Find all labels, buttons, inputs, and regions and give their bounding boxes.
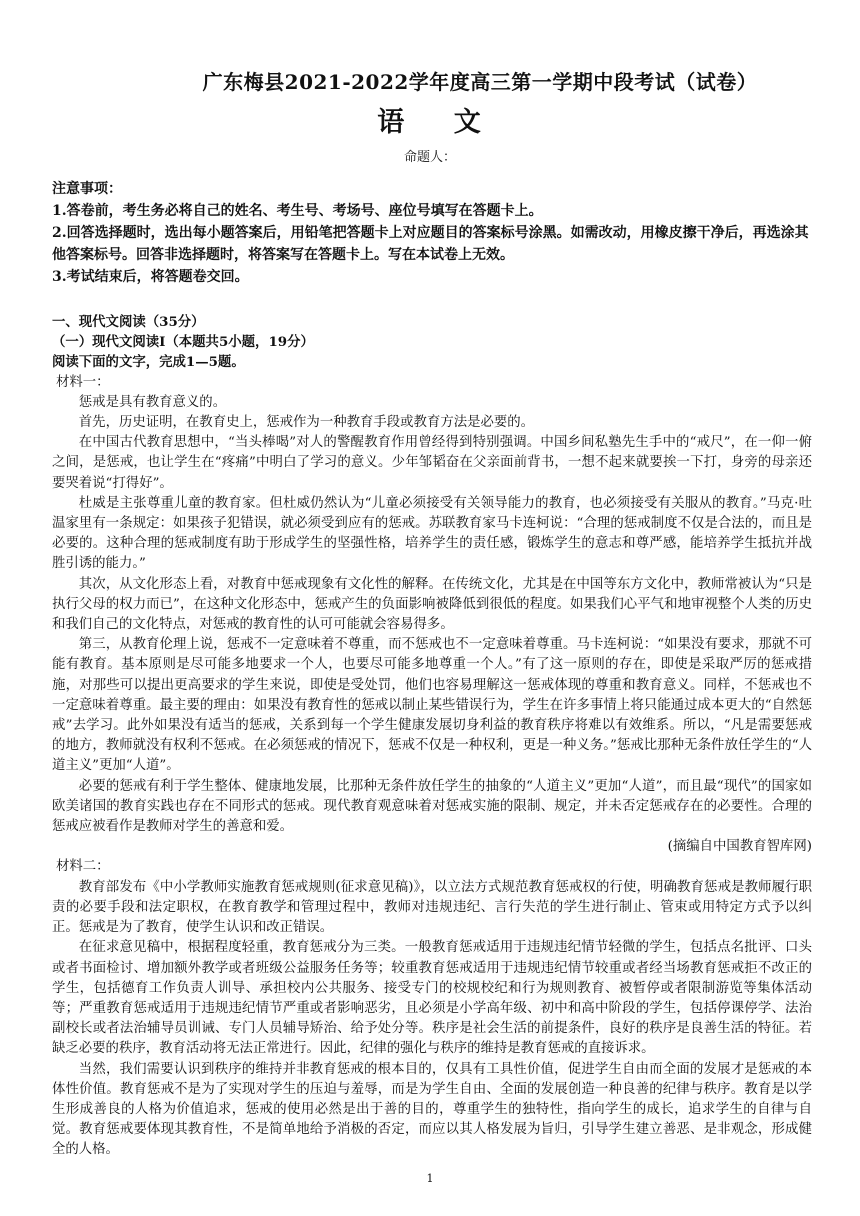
exam-title: 广东梅县2021-2022学年度高三第一学期中段考试（试卷） <box>202 70 758 94</box>
material1-paragraph: 在中国古代教育思想中，“当头棒喝”对人的警醒教育作用曾经得到特别强调。中国乡间私塾先生手中的“戒尺”，在一仰一俯之间，是惩戒，也让学生在“疼痛”中明白了学习的意义。少年邹韬奋在父亲面前背书，一想不起来就要挨一下打，身旁的母亲还要哭着说“打得好”。 <box>52 435 812 491</box>
material2-paragraph: 教育部发布《中小学教师实施教育惩戒规则(征求意见稿)》，以立法方式规范教育惩戒权的行使，明确教育惩戒是教师履行职责的必要手段和法定职权，在教育教学和管理过程中，教师对违规违纪、言行失范的学生进行制止、管束或用特定方式予以纠正。惩戒是为了教育，使学生认识和改正错误。 <box>52 879 812 936</box>
material1-label: 材料一： <box>56 374 110 390</box>
material1-paragraph: 首先，历史证明，在教育史上，惩戒作为一种教育手段或教育方法是必要的。 <box>78 415 535 431</box>
material1-paragraph: 第三，从教育伦理上说，惩戒不一定意味着不尊重，而不惩戒也不一定意味着尊重。马卡连柯说：“如果没有要求，那就不可能有教育。基本原则是尽可能多地要求一个人，也要尽可能多地尊重一个人。”有了这一原则的存在，即使是采取严厉的惩戒措施，对那些可以提出更高要求的学生来说，即使是受处罚，他们也容易理解这一惩戒体现的尊重和教育意义。同样，不惩戒也不一定意味着尊重。最主要的理由：如果没有教育性的惩戒以制止某些错误行为，学生在许多事情上将只能通过成本更大的“自然惩戒”去学习。此外如果没有适当的惩戒，关系到每一个学生健康发展切身利益的教育秩序将难以有效维系。所以，“凡是需要惩戒的地方，教师就没有权利不惩戒。在必须惩戒的情况下，惩戒不仅是一种权利，更是一种义务。”惩戒比那种无条件放任学生的“人道主义”更加“人道”。 <box>52 637 812 774</box>
section-subtitle: （一）现代文阅读Ⅰ（本题共5小题，19分） <box>52 334 314 351</box>
material2-paragraph: 当然，我们需要认识到秩序的维持并非教育惩戒的根本目的，仅具有工具性价值，促进学生自由而全面的发展才是惩戒的本体性价值。教育惩戒不是为了实现对学生的压迫与羞辱，而是为学生自由、全面的发展创造一种良善的纪律与秩序。教育是以学生形成善良的人格为价值追求，惩戒的使用必然是出于善的目的，尊重学生的独特性，指向学生的成长，追求学生的自律与自觉。教育惩戒要体现其教育性，不是简单地给予消极的否定，而应以其人格发展为旨归，引导学生建立善恶、是非观念，形成健全的人格。 <box>52 1061 812 1158</box>
section-instruction: 阅读下面的文字，完成1—5题。 <box>52 354 245 371</box>
material1-paragraph: 杜威是主张尊重儿童的教育家。但杜威仍然认为“儿童必须接受有关领导能力的教育，也必须接受有关服从的教育。”马克·吐温家里有一条规定：如果孩子犯错误，就必须受到应有的惩戒。苏联教育家马卡连柯说：“合理的惩戒制度不仅是合法的，而且是必要的。这种合理的惩戒制度有助于形成学生的坚强性格，培养学生的责任感，锻炼学生的意志和尊严感，能培养学生抵抗并战胜引诱的能力。” <box>52 495 812 572</box>
material1-source: (摘编自中国教育智库网) <box>667 839 812 855</box>
page-number: 1 <box>426 1172 434 1185</box>
notice-block <box>52 178 812 288</box>
subject-title: 语 文 <box>377 107 483 138</box>
material1-paragraph: 必要的惩戒有利于学生整体、健康地发展，比那种无条件放任学生的抽象的“人道主义”更加“人道”，而且最“现代”的国家如欧美诸国的教育实践也存在不同形式的惩戒。现代教育观意味着对惩戒实施的限制、规定，并未否定惩戒存在的必要性。合理的惩戒应被看作是教师对学生的善意和爱。 <box>52 778 812 835</box>
material2-paragraph: 在征求意见稿中，根据程度轻重，教育惩戒分为三类。一般教育惩戒适用于违规违纪情节轻微的学生，包括点名批评、口头或者书面检讨、增加额外教学或者班级公益服务任务等；较重教育惩戒适用于违规违纪情节较重或者经当场教育惩戒拒不改正的学生，包括德育工作负责人训导、承担校内公共服务、接受专门的校规校纪和行为规则教育、被暂停或者限制游览等集体活动等；严重教育惩戒适用于违规违纪情节严重或者影响恶劣，且必须是小学高年级、初中和高中阶段的学生，包括停课停学、法治副校长或者法治辅导员训诫、专门人员辅导矫治、给予处分等。秩序是社会生活的前提条件，良好的秩序是良善生活的特征。若缺乏必要的秩序，教育活动将无法正常进行。因此，纪律的强化与秩序的维持是教育惩戒的直接诉求。 <box>52 940 812 1057</box>
notice-item-3: 3.考试结束后，将答题卷交回。 <box>52 269 249 285</box>
notice-heading: 注意事项： <box>52 181 122 197</box>
notice-item-1: 1.答卷前，考生务必将自己的姓名、考生号、考场号、座位号填写在答题卡上。 <box>52 203 543 219</box>
material1-paragraph: 其次，从文化形态上看，对教育中惩戒现象有文化性的解释。在传统文化，尤其是在中国等东方文化中，教师常被认为“只是执行父母的权力而已”，在这种文化形态中，惩戒产生的负面影响被降低到很低的程度。如果我们心平气和地审视整个人类的历史和我们自己的文化特点，对惩戒的教育性的认可可能就会容易得多。 <box>52 576 812 633</box>
section-title: 一、现代文阅读（35分） <box>52 314 205 330</box>
notice-item-2: 2.回答选择题时，选出每小题答案后，用铅笔把答题卡上对应题目的答案标号涂黑。如需改动，用橡皮擦干净后，再选涂其他答案标号。回答非选择题时，将答案写在答题卡上。写在本试卷上无效。 <box>52 225 809 263</box>
reading-section <box>52 312 812 1161</box>
material2-label: 材料二： <box>56 859 110 875</box>
material1-paragraph: 惩戒是具有教育意义的。 <box>78 394 227 410</box>
author-line: 命题人： <box>403 150 456 165</box>
